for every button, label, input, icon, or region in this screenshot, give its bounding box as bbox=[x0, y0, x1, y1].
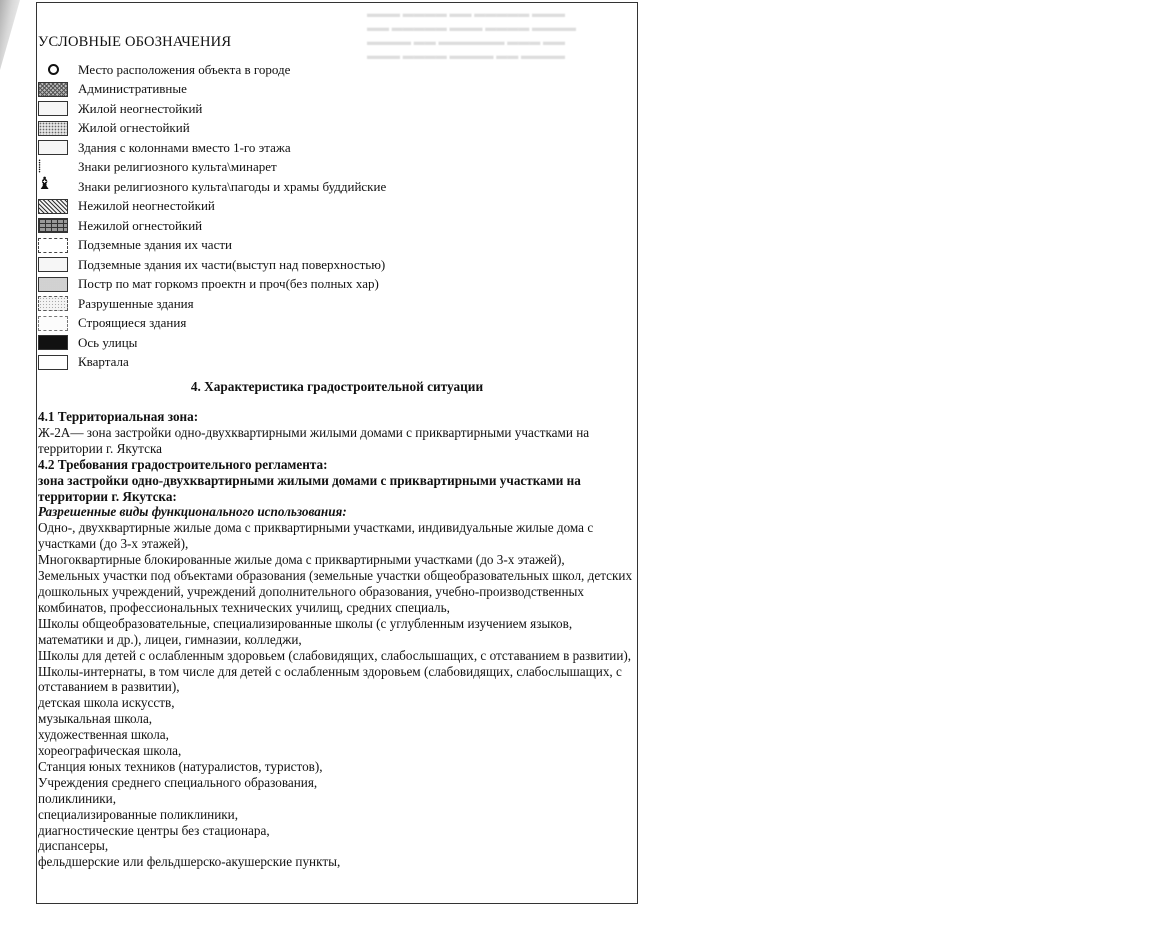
dashed-swatch-icon bbox=[38, 238, 68, 253]
legend-item bbox=[38, 353, 636, 373]
list-item: поликлиники, bbox=[38, 790, 117, 806]
allowed-uses-title: Разрешенные виды функционального использования: bbox=[38, 504, 347, 520]
legend-item bbox=[38, 216, 636, 236]
crosshatch-swatch-icon bbox=[38, 82, 68, 97]
page-fold-shadow bbox=[0, 0, 20, 70]
list-item: Земельных участки под объектами образования (земельные участки общеобразовательных школ, детских дошкольных учреждений, учреждений дополнительного образования, учебно-производственных комбинатов, профессиональных технических училищ, средних специаль, bbox=[38, 568, 633, 615]
legend-item bbox=[38, 275, 636, 295]
legend-item bbox=[38, 255, 636, 275]
legend-item-label: Постр по мат горкомз проектн и проч(без полных хар) bbox=[78, 276, 379, 292]
plain-swatch-icon bbox=[38, 257, 68, 272]
list-item: Учреждения среднего специального образования, bbox=[38, 774, 318, 790]
legend-item bbox=[38, 60, 636, 80]
diagonal-swatch-icon bbox=[38, 199, 68, 214]
list-item: художественная школа, bbox=[38, 727, 169, 743]
legend-item-label: Подземные здания их части(выступ над поверхностью) bbox=[78, 256, 386, 272]
plain-swatch-icon bbox=[38, 101, 68, 116]
regulation-title: 4.2 Требования градостроительного регламента: bbox=[38, 456, 328, 472]
legend-item-label: Квартала bbox=[78, 354, 129, 370]
list-item: Школы-интернаты, в том числе для детей с ослабленным здоровьем (слабовидящих, слабослышащих, с отставанием в развитии), bbox=[38, 663, 622, 695]
legend-item bbox=[38, 158, 636, 178]
legend-item bbox=[38, 119, 636, 139]
legend-item-label: Жилой огнестойкий bbox=[78, 120, 190, 136]
legend-item-label: Строящиеся здания bbox=[78, 315, 187, 331]
list-item: Одно-, двухквартирные жилые дома с приквартирными участками, индивидуальные жилые дома с участками (до 3-х этажей), bbox=[38, 520, 594, 552]
black-swatch-icon bbox=[38, 335, 68, 350]
document-content bbox=[38, 34, 636, 870]
circle-icon bbox=[38, 62, 68, 77]
legend-title: УСЛОВНЫЕ ОБОЗНАЧЕНИЯ bbox=[38, 34, 232, 50]
list-item: Станция юных техников (натуралистов, туристов), bbox=[38, 758, 323, 774]
document-page bbox=[36, 2, 638, 904]
legend-item-label: Знаки религиозного культа\пагоды и храмы буддийские bbox=[78, 178, 387, 194]
fine-dot-swatch-icon bbox=[38, 277, 68, 292]
list-item: детская школа искусств, bbox=[38, 695, 175, 711]
plain-swatch-icon bbox=[38, 140, 68, 155]
regulation-subtitle: зона застройки одно-двухквартирными жилыми домами с приквартирными участками на территории г. Якутска: bbox=[38, 472, 581, 504]
legend-item-label: Знаки религиозного культа\минарет bbox=[78, 159, 277, 175]
list-item: музыкальная школа, bbox=[38, 711, 153, 727]
legend-item bbox=[38, 314, 636, 334]
list-item: Многоквартирные блокированные жилые дома с приквартирными участками (до 3-х этажей), bbox=[38, 552, 565, 568]
list-item: специализированные поликлиники, bbox=[38, 806, 239, 822]
legend-list bbox=[38, 60, 636, 372]
list-item: Школы общеобразовательные, специализированные школы (с углубленным изучением языков, математики и др.), лицеи, гимназии, колледжи, bbox=[38, 615, 573, 647]
list-item: хореографическая школа, bbox=[38, 743, 182, 759]
minaret-icon bbox=[38, 160, 68, 175]
legend-item-label: Разрушенные здания bbox=[78, 295, 194, 311]
legend-item-label: Нежилой неогнестойкий bbox=[78, 198, 215, 214]
zone-title: 4.1 Территориальная зона: bbox=[38, 409, 199, 424]
legend-item-label: Здания с колоннами вместо 1-го этажа bbox=[78, 139, 291, 155]
legend-item-label: Жилой неогнестойкий bbox=[78, 100, 203, 116]
list-item: Школы для детей с ослабленным здоровьем (слабовидящих, слабослышащих, с отставанием в развитии), bbox=[38, 647, 632, 663]
legend-item-label: Ось улицы bbox=[78, 334, 138, 350]
legend-item bbox=[38, 138, 636, 158]
zone-text: Ж-2А— зона застройки одно-двухквартирными жилыми домами с приквартирными участками на территории г. Якутска bbox=[38, 424, 590, 456]
legend-item bbox=[38, 80, 636, 100]
bleed-through-text: ▬▬▬ ▬▬▬▬ ▬▬ ▬▬▬▬▬ ▬▬▬ ▬▬ ▬▬▬▬▬ ▬▬▬ ▬▬▬▬ ▬▬▬▬ ▬▬▬▬ ▬▬ ▬▬▬▬▬▬ ▬▬▬ ▬▬ ▬▬▬ ▬▬▬▬ ▬▬▬▬ ▬▬ ▬▬▬▬ bbox=[367, 8, 576, 62]
legend-item bbox=[38, 197, 636, 217]
legend-item bbox=[38, 99, 636, 119]
white-swatch-icon bbox=[38, 355, 68, 370]
dotted-swatch-icon bbox=[38, 121, 68, 136]
legend-item-label: Нежилой огнестойкий bbox=[78, 217, 203, 233]
legend-item bbox=[38, 333, 636, 353]
dashed-light-swatch-icon bbox=[38, 316, 68, 331]
legend-item bbox=[38, 177, 636, 197]
section-body bbox=[38, 409, 636, 870]
list-item: диспансеры, bbox=[38, 838, 109, 854]
legend-item-label: Подземные здания их части bbox=[78, 237, 232, 253]
dashed-dotted-swatch-icon bbox=[38, 296, 68, 311]
allowed-uses-list bbox=[38, 520, 636, 870]
section-heading: 4. Характеристика градостроительной ситуации bbox=[190, 379, 484, 394]
legend-item bbox=[38, 294, 636, 314]
legend-item-label: Административные bbox=[78, 81, 187, 97]
legend-item bbox=[38, 236, 636, 256]
grid-swatch-icon bbox=[38, 218, 68, 233]
list-item: фельдшерские или фельдшерско-акушерские пункты, bbox=[38, 854, 341, 870]
pagoda-icon bbox=[38, 179, 68, 194]
list-item: диагностические центры без стационара, bbox=[38, 822, 270, 838]
legend-item-label: Место расположения объекта в городе bbox=[78, 61, 291, 77]
